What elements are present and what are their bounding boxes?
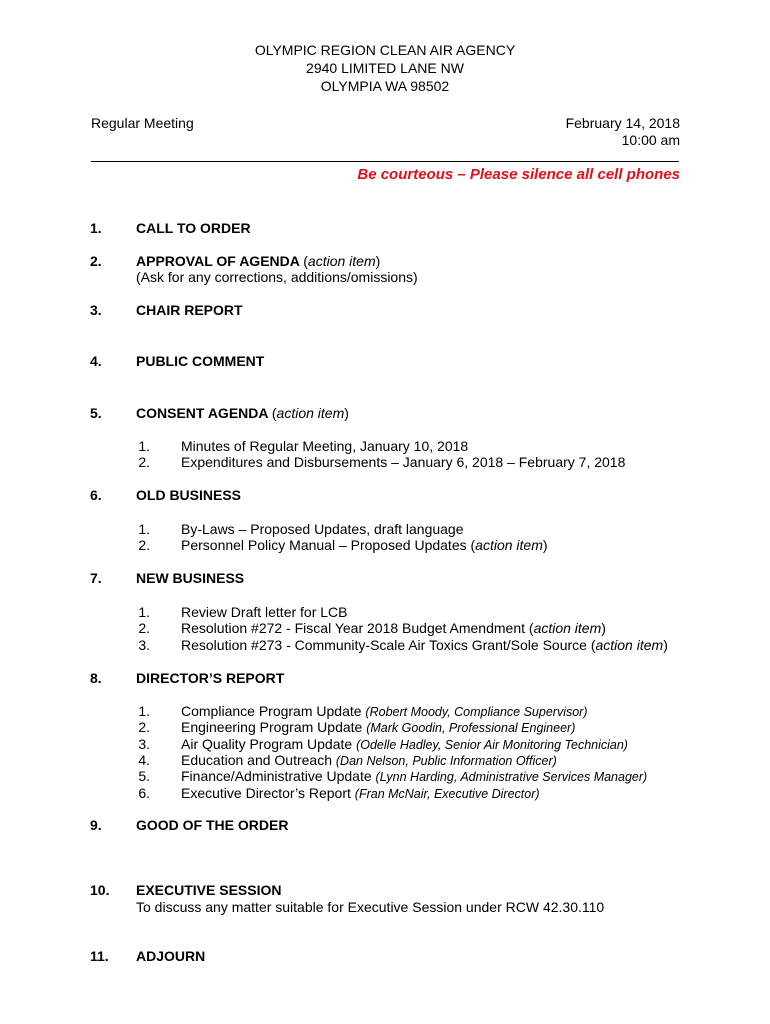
presenter: (Robert Moody, Compliance Supervisor): [365, 705, 588, 719]
item-note: To discuss any matter suitable for Executive Session under RCW 42.30.110: [136, 899, 605, 915]
presenter: (Lynn Harding, Administrative Services Manager): [375, 770, 648, 784]
subitem-text: [181, 736, 628, 753]
presenter: (Odelle Hadley, Senior Air Monitoring Technician): [356, 738, 628, 752]
subitem-number: 5.: [138, 768, 150, 784]
subitem-number: 2.: [138, 537, 150, 553]
item-number: 2.: [90, 253, 102, 269]
header-divider: [91, 161, 679, 162]
paren-close: ): [542, 537, 548, 553]
subitem-text: Minutes of Regular Meeting, January 10, 2018: [181, 438, 469, 454]
subitem-text: [181, 620, 606, 636]
subitem-main: Engineering Program Update: [181, 719, 363, 735]
subitem-number: 1.: [138, 521, 150, 537]
subitem-number: 4.: [138, 752, 150, 768]
item-number: 3.: [90, 302, 102, 318]
subitem-number: 1.: [138, 703, 150, 719]
paren-close: ): [375, 253, 381, 269]
item-number: 1.: [90, 220, 102, 236]
subitem-number: 1.: [138, 438, 150, 454]
subitem-main: Resolution #272 - Fiscal Year 2018 Budget Amendment (: [181, 620, 534, 636]
action-item-tag: action item: [595, 637, 664, 653]
item-title-new-business: NEW BUSINESS: [136, 570, 245, 586]
meeting-type: Regular Meeting: [91, 115, 194, 131]
paren-open: (: [303, 253, 308, 269]
subitem-main: Compliance Program Update: [181, 703, 362, 719]
item-title-call-to-order: CALL TO ORDER: [136, 220, 251, 236]
item-title-consent-agenda: [136, 405, 349, 421]
item-title-chair-report: CHAIR REPORT: [136, 302, 243, 318]
cell-phone-notice: Be courteous – Please silence all cell phones: [357, 166, 680, 183]
agency-street: 2940 LIMITED LANE NW: [306, 60, 464, 76]
meeting-time: 10:00 am: [621, 132, 680, 148]
presenter: (Dan Nelson, Public Information Officer): [335, 754, 557, 768]
action-item-tag: action item: [533, 620, 602, 636]
presenter: (Fran McNair, Executive Director): [354, 787, 540, 801]
item-number: 4.: [90, 353, 102, 369]
subitem-number: 3.: [138, 736, 150, 752]
subitem-number: 2.: [138, 454, 150, 470]
subitem-number: 3.: [138, 637, 150, 653]
paren-close: ): [601, 620, 606, 636]
paren-close: ): [663, 637, 668, 653]
item-title-approval-of-agenda: [136, 253, 380, 269]
subitem-text: [181, 785, 540, 802]
item-title-text: APPROVAL OF AGENDA: [136, 253, 300, 269]
subitem-main: Air Quality Program Update: [181, 736, 353, 752]
item-title-public-comment: PUBLIC COMMENT: [136, 353, 265, 369]
paren-close: ): [344, 405, 349, 421]
item-title-text: CONSENT AGENDA: [136, 405, 268, 421]
subitem-text: Review Draft letter for LCB: [181, 604, 348, 620]
agency-name: OLYMPIC REGION CLEAN AIR AGENCY: [254, 42, 516, 58]
subitem-text: [181, 752, 557, 769]
item-note: (Ask for any corrections, additions/omissions): [136, 269, 418, 285]
subitem-text: [181, 768, 647, 785]
item-title-directors-report: DIRECTOR’S REPORT: [136, 670, 285, 686]
item-title-executive-session: EXECUTIVE SESSION: [136, 882, 282, 898]
action-item-tag: action item: [307, 253, 376, 269]
agency-city: OLYMPIA WA 98502: [320, 78, 450, 94]
subitem-number: 6.: [138, 785, 150, 801]
presenter: (Mark Goodin, Professional Engineer): [366, 721, 576, 735]
subitem-text: [181, 703, 588, 720]
item-number: 6.: [90, 487, 102, 503]
subitem-text: [181, 637, 668, 653]
action-item-tag: action item: [475, 537, 543, 553]
subitem-number: 1.: [138, 604, 150, 620]
subitem-number: 2.: [138, 719, 150, 735]
item-title-adjourn: ADJOURN: [136, 948, 206, 964]
subitem-text: [181, 719, 575, 736]
item-number: 8.: [90, 670, 102, 686]
item-number: 9.: [90, 817, 102, 833]
item-number: 5.: [90, 405, 102, 421]
item-title-good-of-the-order: GOOD OF THE ORDER: [136, 817, 289, 833]
subitem-text: [181, 537, 548, 553]
item-number: 7.: [90, 570, 102, 586]
subitem-main: Personnel Policy Manual – Proposed Updates (: [181, 537, 476, 553]
subitem-main: Finance/Administrative Update: [181, 768, 372, 784]
subitem-text: By-Laws – Proposed Updates, draft language: [181, 521, 464, 537]
subitem-main: Resolution #273 - Community-Scale Air Toxics Grant/Sole Source (: [181, 637, 596, 653]
item-number: 11.: [90, 948, 109, 964]
subitem-main: Executive Director’s Report: [181, 785, 351, 801]
meeting-date: February 14, 2018: [565, 115, 680, 131]
subitem-number: 2.: [138, 620, 150, 636]
subitem-text: Expenditures and Disbursements – January 6, 2018 – February 7, 2018: [181, 454, 626, 470]
item-title-old-business: OLD BUSINESS: [136, 487, 242, 503]
action-item-tag: action item: [276, 405, 345, 421]
subitem-main: Education and Outreach: [181, 752, 332, 768]
paren-open: (: [271, 405, 277, 421]
item-number: 10.: [90, 882, 110, 898]
